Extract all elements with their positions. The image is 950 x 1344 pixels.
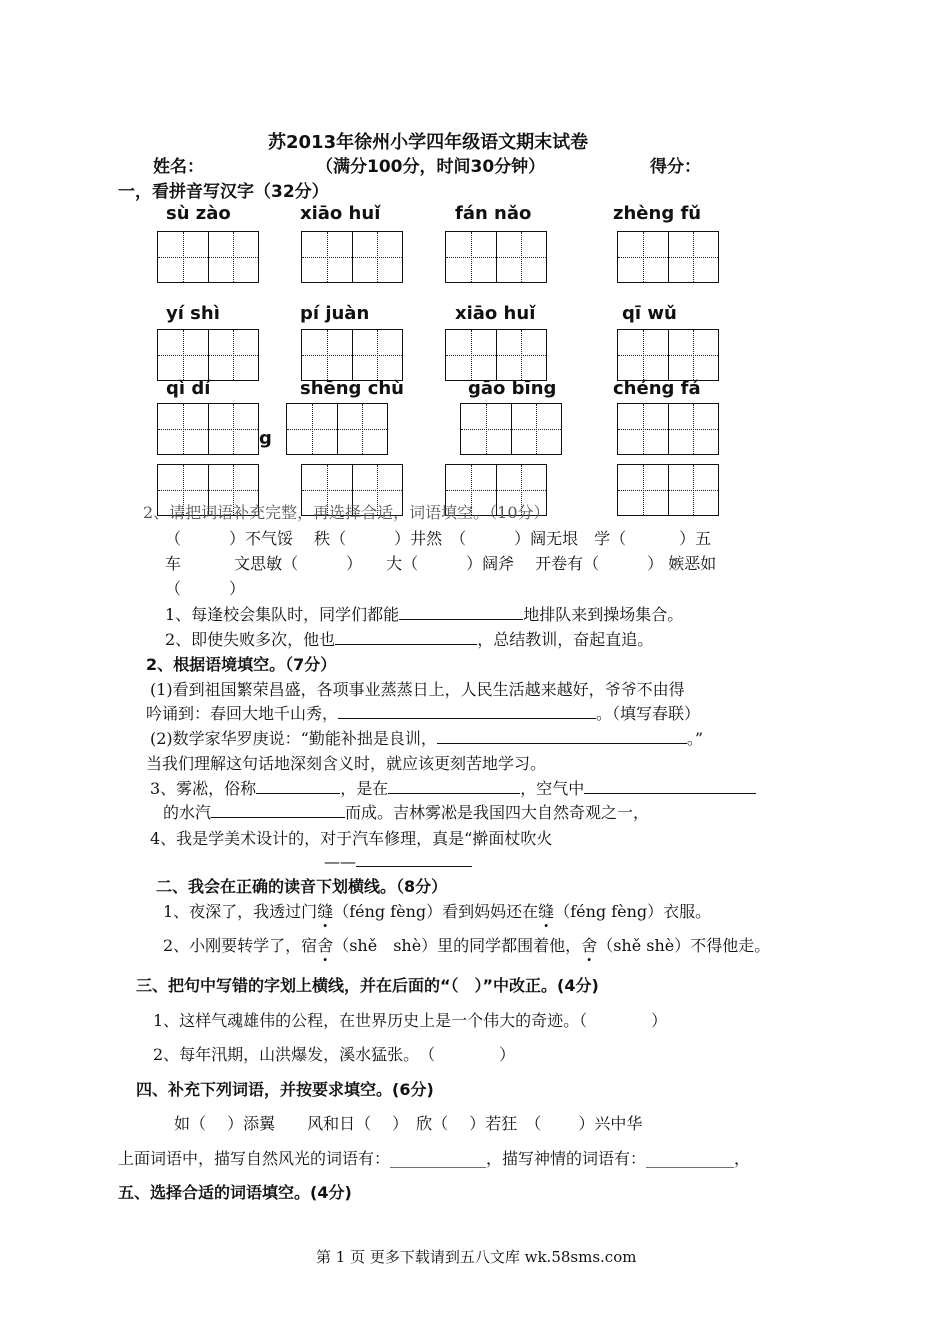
answer-blank[interactable]: [211, 801, 345, 818]
section4-question: 上面词语中，描写自然风光的词语有：____________，描写神情的词语有：___________，: [118, 1149, 751, 1168]
section1-heading: 一，看拼音写汉字（32分）: [118, 182, 329, 202]
writing-grid[interactable]: [301, 329, 403, 381]
section4-heading: 四、补充下列词语，并按要求填空。(6分): [136, 1080, 434, 1099]
pinyin: xiāo huǐ: [455, 303, 536, 324]
pinyin: pí juàn: [300, 303, 370, 324]
pinyin: qī wǔ: [622, 303, 677, 324]
fill-line: 车 文思敏（ ） 大（ ）阔斧 开卷有（ ） 嫉恶如: [165, 554, 717, 573]
fill-question-1: 1、每逢校会集队时，同学们都能 地排队来到操场集合。: [165, 605, 684, 624]
exam-info: （满分100分，时间30分钟）: [316, 157, 546, 177]
pinyin: sù zào: [166, 203, 231, 224]
writing-grid[interactable]: [617, 403, 719, 455]
writing-grid[interactable]: [286, 403, 388, 455]
answer-blank[interactable]: [338, 702, 596, 719]
writing-grid[interactable]: [460, 403, 562, 455]
writing-grid[interactable]: [157, 231, 259, 283]
pinyin: yí shì: [166, 303, 220, 324]
writing-grid[interactable]: [445, 329, 547, 381]
pinyin: gāo bīng: [468, 378, 557, 399]
section2-q1: 1、夜深了，我透过门缝（féng fèng）看到妈妈还在缝（féng fèng）衣服。: [163, 902, 712, 921]
context-p1: (1)看到祖国繁荣昌盛，各项事业蒸蒸日上，人民生活越来越好，爷爷不由得: [150, 680, 685, 699]
pinyin: fán nǎo: [455, 203, 532, 224]
section3-heading: 三、把句中写错的字划上横线，并在后面的“（ ）”中改正。(4分): [136, 976, 599, 995]
pinyin: qì dí: [166, 378, 211, 399]
writing-grid[interactable]: [617, 231, 719, 283]
answer-blank[interactable]: [335, 628, 477, 645]
fill-line: （ ）不气馁 秩（ ）井然 （ ）阔无垠 学（ ）五: [165, 529, 712, 548]
context-p2: (2)数学家华罗庚说：“勤能补拙是良训， 。”: [150, 729, 704, 748]
pinyin: zhèng fǔ: [613, 203, 702, 224]
pinyin: chéng fá: [613, 378, 701, 399]
answer-blank[interactable]: [437, 727, 687, 744]
page-footer: 第 1 页 更多下载请到五八文库 wk.58sms.com: [316, 1248, 637, 1266]
context-p2-line: 当我们理解这句话地深刻含义时，就应该更刻苦地学习。: [146, 754, 547, 773]
section3-q1: 1、这样气魂雄伟的公程，在世界历史上是一个伟大的奇迹。（ ）: [153, 1011, 668, 1030]
fill-question-2: 2、即使失败多次，他也 ，总结教训，奋起直追。: [165, 630, 654, 649]
answer-blank[interactable]: [399, 603, 523, 620]
answer-blank[interactable]: [256, 777, 340, 794]
section2-heading: 二、我会在正确的读音下划横线。（8分）: [156, 877, 448, 896]
context-p4: 4、我是学美术设计的，对于汽车修理，真是“擀面杖吹火: [150, 829, 553, 848]
context-p3-line: 的水汽 而成。吉林雾凇是我国四大自然奇观之一，: [163, 803, 650, 822]
section4-words: 如（ ）添翼 风和日（ ） 欣（ ）若狂 （ ）兴中华: [174, 1114, 643, 1133]
writing-grid[interactable]: [617, 329, 719, 381]
section5-heading: 五、选择合适的词语填空。(4分): [118, 1183, 352, 1202]
section2-q2: 2、小刚要转学了，宿舍（shě shè）里的同学都围着他，舍（shě shè）不得他走。: [163, 936, 771, 955]
context-p4-line: ——: [324, 850, 472, 871]
context-p1-line: 吟诵到：春回大地千山秀， 。（填写春联）: [146, 704, 701, 723]
writing-grid[interactable]: [617, 464, 719, 516]
fill-instruction: 2、请把词语补充完整，再选择合适，词语填空。（10分）: [143, 503, 550, 522]
context-heading: 2、根据语境填空。（7分）: [146, 655, 337, 674]
context-p3: 3、雾凇，俗称 ，是在 ，空气中: [150, 776, 756, 799]
page-title: 苏2013年徐州小学四年级语文期末试卷: [268, 132, 589, 153]
name-label: 姓名：: [153, 157, 204, 177]
fill-line: （ ）: [165, 579, 246, 598]
stray-letter: g: [259, 428, 272, 449]
writing-grid[interactable]: [445, 231, 547, 283]
answer-blank[interactable]: [584, 777, 756, 794]
pinyin: shēng chù: [300, 378, 405, 399]
score-label: 得分：: [650, 157, 701, 177]
pinyin: xiāo huǐ: [300, 203, 381, 224]
writing-grid[interactable]: [301, 231, 403, 283]
section3-q2: 2、每年汛期，山洪爆发，溪水猛张。 （ ）: [153, 1045, 516, 1064]
writing-grid[interactable]: [157, 403, 259, 455]
answer-blank[interactable]: [388, 777, 520, 794]
answer-blank[interactable]: [356, 850, 472, 867]
writing-grid[interactable]: [157, 329, 259, 381]
